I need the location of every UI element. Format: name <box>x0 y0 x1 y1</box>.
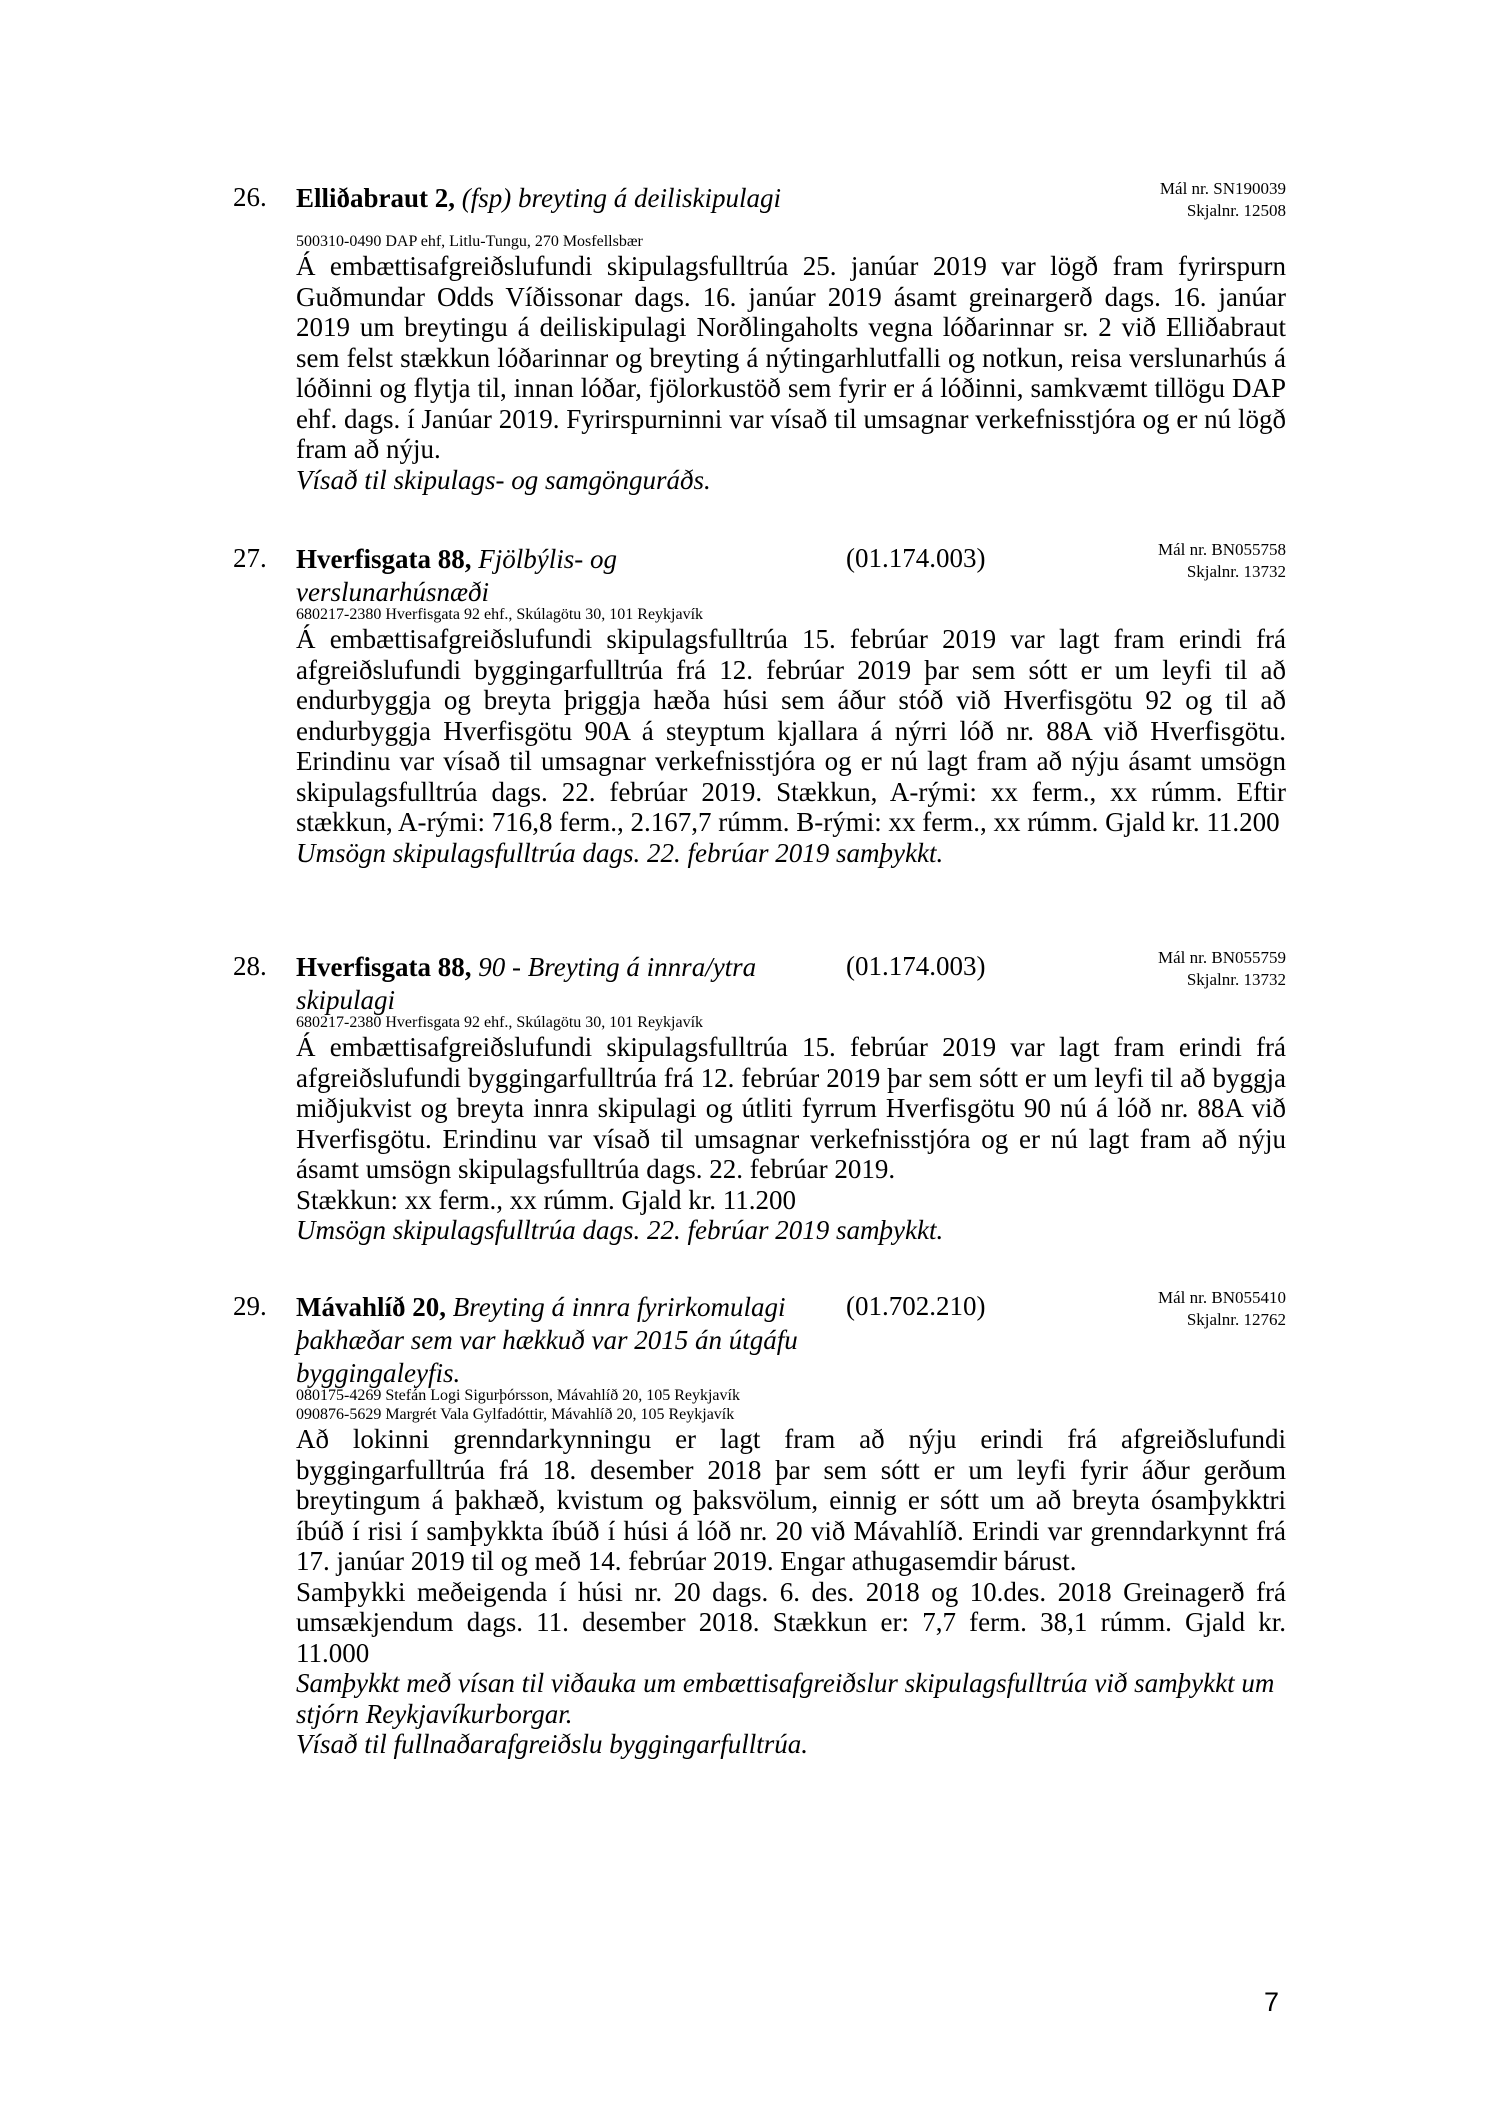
item-number: 29. <box>233 1291 267 1321</box>
agenda-item-26 <box>233 179 1286 495</box>
item-subject: Fjölbýlis- og verslunarhúsnæði <box>296 544 617 607</box>
item-title <box>296 1291 841 1390</box>
mal-nr: Mál nr. BN055759 <box>1158 948 1286 967</box>
case-meta <box>1160 178 1286 222</box>
item-title <box>296 182 836 215</box>
item-number: 26. <box>233 182 267 212</box>
case-description: Á embættisafgreiðslufundi skipulagsfulltrúa 15. febrúar 2019 var lagt fram erindi frá afgreiðslufundi byggingarfulltrúa frá 12. febrúar 2019 þar sem sótt er um leyfi til að endurbyggja og breyta þriggja hæða húsi sem áður stóð við Hverfisgötu 92 og til að endurbyggja Hverfisgötu 90A á steyptum kjallara á nýrri lóð nr. 88A við Hverfisgötu. Erindinu var vísað til umsagnar verkefnisstjóra og er nú lagt fram að nýju ásamt umsögn skipulagsfulltrúa dags. 22. febrúar 2019. Stækkun, A-rými: xx ferm., xx rúmm. Eftir stækkun, A-rými: 716,8 ferm., 2.167,7 rúmm. B-rými: xx ferm., xx rúmm. Gjald kr. 11.200 <box>296 624 1286 837</box>
agenda-item-28 <box>233 948 1286 1246</box>
enlargement-fee: Stækkun: xx ferm., xx rúmm. Gjald kr. 11.200 <box>296 1184 796 1215</box>
mal-nr: Mál nr. BN055758 <box>1158 540 1286 559</box>
page-number: 7 <box>1264 1987 1280 2017</box>
item-address: Hverfisgata 88, <box>296 952 472 982</box>
applicant: 680217-2380 Hverfisgata 92 ehf., Skúlagötu 30, 101 Reykjavík <box>296 1014 704 1031</box>
case-details: Samþykki meðeigenda í húsi nr. 20 dags. 6. des. 2018 og 10.des. 2018 Greinagerð frá umsækjendum dags. 11. desember 2018. Stækkun er: 7,7 ferm. 38,1 rúmm. Gjald kr. 11.000 <box>296 1576 1286 1668</box>
applicant: 680217-2380 Hverfisgata 92 ehf., Skúlagötu 30, 101 Reykjavík <box>296 606 704 623</box>
applicant: 080175-4269 Stefán Logi Sigurþórsson, Mávahlíð 20, 105 Reykjavík <box>296 1387 740 1404</box>
item-title <box>296 543 626 609</box>
mal-nr: Mál nr. BN055410 <box>1158 1288 1286 1307</box>
applicant: 090876-5629 Margrét Vala Gylfadóttir, Mávahlíð 20, 105 Reykjavík <box>296 1406 735 1423</box>
item-address: Hverfisgata 88, <box>296 544 472 574</box>
case-description: Á embættisafgreiðslufundi skipulagsfulltrúa 15. febrúar 2019 var lagt fram erindi frá afgreiðslufundi byggingarfulltrúa frá 12. febrúar 2019 þar sem sótt er um leyfi til að byggja miðjukvist og breyta innra skipulagi og útliti fyrrum Hverfisgötu 90 nú á lóð nr. 88A við Hverfisgötu. Erindinu var vísað til umsagnar verkefnisstjóra og er nú lagt fram að nýju ásamt umsögn skipulagsfulltrúa dags. 22. febrúar 2019. <box>296 1032 1286 1184</box>
land-number: (01.174.003) <box>846 951 986 981</box>
decision: Umsögn skipulagsfulltrúa dags. 22. febrúar 2019 samþykkt. <box>296 1215 944 1245</box>
item-number: 28. <box>233 951 267 981</box>
land-number: (01.174.003) <box>846 543 986 573</box>
decision-referral: Vísað til fullnaðarafgreiðslu byggingarfulltrúa. <box>296 1729 809 1759</box>
item-title <box>296 951 806 1017</box>
case-meta <box>1158 947 1286 991</box>
item-number: 27. <box>233 543 267 573</box>
skjal-nr: Skjalnr. 12762 <box>1186 1310 1286 1329</box>
agenda-item-29 <box>233 1288 1286 1760</box>
land-number: (01.702.210) <box>846 1291 986 1321</box>
decision: Vísað til skipulags- og samgönguráðs. <box>296 464 711 495</box>
skjal-nr: Skjalnr. 12508 <box>1186 201 1286 220</box>
item-address: Mávahlíð 20, <box>296 1292 447 1322</box>
item-subject: 90 - Breyting á innra/ytra skipulagi <box>296 952 757 1015</box>
applicant: 500310-0490 DAP ehf, Litlu-Tungu, 270 Mosfellsbær <box>296 233 643 250</box>
skjal-nr: Skjalnr. 13732 <box>1186 970 1286 989</box>
decision: Samþykkt með vísan til viðauka um embættisafgreiðslur skipulagsfulltrúa við samþykkt um stjórn Reykjavíkurborgar. <box>296 1668 1275 1729</box>
case-meta <box>1158 539 1286 583</box>
decision: Umsögn skipulagsfulltrúa dags. 22. febrúar 2019 samþykkt. <box>296 837 944 868</box>
case-meta <box>1158 1287 1286 1331</box>
skjal-nr: Skjalnr. 13732 <box>1186 562 1286 581</box>
item-address: Elliðabraut 2, <box>296 183 456 213</box>
agenda-item-27 <box>233 540 1286 868</box>
mal-nr: Mál nr. SN190039 <box>1159 179 1286 198</box>
item-subject: Breyting á innra fyrirkomulagi þakhæðar sem var hækkuð var 2015 án útgáfu byggingaleyfis. <box>296 1292 798 1388</box>
case-description: Á embættisafgreiðslufundi skipulagsfulltrúa 25. janúar 2019 var lögð fram fyrirspurn Guðmundar Odds Víðissonar dags. 16. janúar 2019 ásamt greinargerð dags. 16. janúar 2019 um breytingu á deiliskipulagi Norðlingaholts vegna lóðarinnar sr. 2 við Elliðabraut sem felst stækkun lóðarinnar og breyting á nýtingarhlutfalli og notkun, reisa verslunarhús á lóðinni og flytja til, innan lóðar, fjölorkustöð sem fyrir er á lóðinni, samkvæmt tillögu DAP ehf. dags. í Janúar 2019. Fyrirspurninni var vísað til umsagnar verkefnisstjóra og er nú lögð fram að nýju. <box>296 251 1286 464</box>
case-description: Að lokinni grenndarkynningu er lagt fram að nýju erindi frá afgreiðslufundi byggingarfulltrúa frá 18. desember 2018 þar sem sótt er um leyfi fyrir áður gerðum breytingum á þakhæð, kvistum og þaksvölum, einnig er sótt um að breyta ósamþykktri íbúð í risi í samþykkta íbúð í húsi á lóð nr. 20 við Mávahlíð. Erindi var grenndarkynnt frá 17. janúar 2019 til og með 14. febrúar 2019. Engar athugasemdir bárust. <box>296 1424 1286 1576</box>
item-subject: (fsp) breyting á deiliskipulagi <box>461 183 781 213</box>
